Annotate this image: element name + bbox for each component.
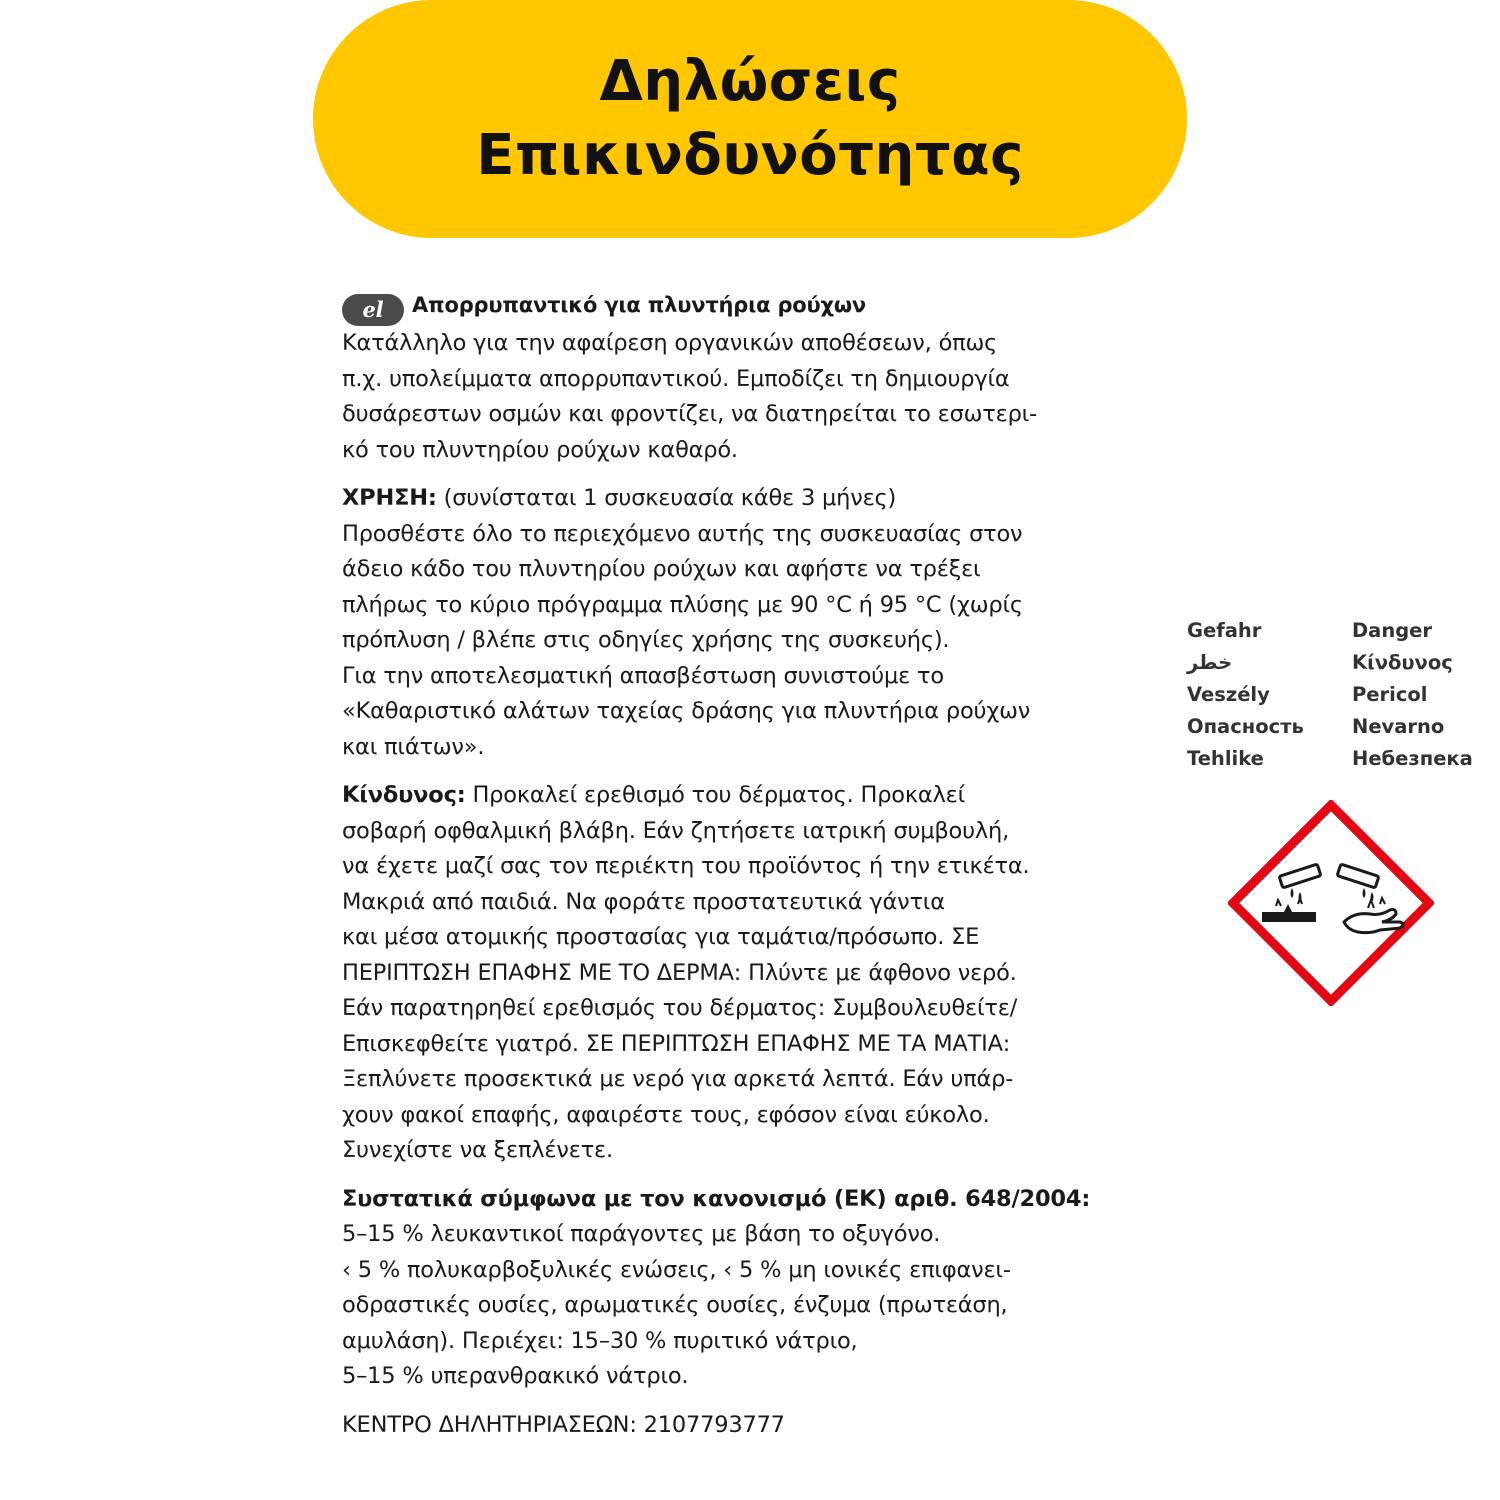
usage-first-line bbox=[342, 481, 1162, 517]
danger-first-line-text: Προκαλεί ερεθισμό του δέρματος. Προκαλεί bbox=[465, 782, 966, 808]
usage-line: Για την αποτελεσματική απασβέστωση συνιστούμε το bbox=[342, 662, 944, 689]
danger-line: να έχετε μαζί σας τον περιέκτη του προϊόντος ή την ετικέτα. bbox=[342, 853, 1030, 879]
danger-line: Ξεπλύνετε προσεκτικά με νερό για αρκετά λεπτά. Εάν υπάρ- bbox=[342, 1066, 1014, 1092]
ingredients-heading: Συστατικά σύμφωνα με τον κανονισμό (ΕΚ) αριθ. 648/2004: bbox=[342, 1185, 1091, 1212]
usage-line: πλήρως το κύριο πρόγραμμα πλύσης με 90 °C ή 95 °C (χωρίς bbox=[342, 591, 1023, 618]
usage-line: Προσθέστε όλο το περιεχόμενο αυτής της συσκευασίας στον bbox=[342, 520, 1023, 547]
ingredients-line: 5–15 % λευκαντικοί παράγοντες με βάση το οξυγόνο. bbox=[342, 1221, 941, 1247]
danger-line: Μακριά από παιδιά. Να φοράτε προστατευτικά γάντια bbox=[342, 888, 945, 915]
signal-word: Pericol bbox=[1352, 683, 1428, 706]
danger-line: σοβαρή οφθαλμική βλάβη. Εάν ζητήσετε ιατρική συμβουλή, bbox=[342, 817, 1010, 844]
signal-word: Tehlike bbox=[1187, 747, 1264, 770]
signal-word-translations bbox=[1187, 615, 1487, 775]
description-line: κό του πλυντηρίου ρούχων καθαρό. bbox=[342, 436, 738, 463]
language-badge: el bbox=[342, 294, 404, 326]
signal-word: Veszély bbox=[1187, 683, 1270, 706]
signal-word: Nevarno bbox=[1352, 715, 1445, 738]
usage-line: και πιάτων». bbox=[342, 733, 485, 760]
signal-word: Опасность bbox=[1187, 715, 1304, 738]
banner-title-line-2: Επικινδυνότητας bbox=[476, 123, 1024, 188]
danger-line: Επισκεφθείτε γιατρό. ΣΕ ΠΕΡΙΠΤΩΣΗ ΕΠΑΦΗΣ ΜΕ ΤΑ ΜΑΤΙΑ: bbox=[342, 1030, 1011, 1057]
usage-block bbox=[342, 481, 1162, 765]
usage-line: «Καθαριστικό αλάτων ταχείας δράσης για πλυντήρια ρούχων bbox=[342, 698, 1031, 724]
product-title-text: Απορρυπαντικό για πλυντήρια ρούχων bbox=[412, 293, 866, 317]
signal-word: Gefahr bbox=[1187, 619, 1262, 642]
signal-word: Небезпека bbox=[1352, 747, 1473, 770]
danger-line: Εάν παρατηρηθεί ερεθισμός του δέρματος: Συμβουλευθείτε/ bbox=[342, 995, 1018, 1021]
danger-block bbox=[342, 778, 1162, 1169]
signal-word: Danger bbox=[1352, 619, 1433, 642]
danger-line: Συνεχίστε να ξεπλένετε. bbox=[342, 1137, 613, 1163]
signal-word: Κίνδυνος bbox=[1352, 651, 1453, 674]
ingredients-line: ‹ 5 % πολυκαρβοξυλικές ενώσεις, ‹ 5 % μη ιονικές επιφανει- bbox=[342, 1256, 1011, 1283]
usage-line: άδειο κάδο του πλυντηρίου ρούχων και αφήστε να τρέξει bbox=[342, 556, 981, 582]
danger-line: ΠΕΡΙΠΤΩΣΗ ΕΠΑΦΗΣ ΜΕ ΤΟ ΔΕΡΜΑ: Πλύντε με άφθονο νερό. bbox=[342, 959, 1017, 986]
ingredients-line: οδραστικές ουσίες, αρωματικές ουσίες, ένζυμα (πρωτεάση, bbox=[342, 1292, 1008, 1318]
danger-heading: Κίνδυνος: bbox=[342, 782, 466, 808]
ingredients-line: 5–15 % υπερανθρακικό νάτριο. bbox=[342, 1363, 689, 1389]
description-line: π.χ. υπολείμματα απορρυπαντικού. Εμποδίζει τη δημιουργία bbox=[342, 365, 1010, 392]
product-description-block bbox=[342, 288, 1162, 468]
banner-title-line-1: Δηλώσεις bbox=[599, 49, 901, 114]
danger-line: χουν φακοί επαφής, αφαιρέστε τους, εφόσον είναι εύκολο. bbox=[342, 1101, 990, 1128]
poison-center-phone: ΚΕΝΤΡΟ ΔΗΛΗΤΗΡΙΑΣΕΩΝ: 2107793777 bbox=[342, 1411, 785, 1438]
poison-center-block bbox=[342, 1408, 1162, 1444]
usage-first-line-text: (συνίσταται 1 συσκευασία κάθε 3 μήνες) bbox=[436, 485, 897, 511]
ghs05-corrosion-icon bbox=[1228, 800, 1434, 1006]
signal-word: خطر bbox=[1187, 651, 1233, 674]
ingredients-block bbox=[342, 1182, 1162, 1395]
title-banner bbox=[313, 0, 1187, 238]
danger-first-line bbox=[342, 778, 1162, 814]
ingredients-line: αμυλάση). Περιέχει: 15–30 % πυριτικό νάτριο, bbox=[342, 1327, 858, 1354]
danger-line: και μέσα ατομικής προστασίας για ταμάτια/πρόσωπο. ΣΕ bbox=[342, 924, 980, 950]
product-label-text bbox=[342, 288, 1162, 1456]
usage-heading: ΧΡΗΣΗ: bbox=[342, 485, 437, 511]
description-line: Κατάλληλο για την αφαίρεση οργανικών αποθέσεων, όπως bbox=[342, 330, 998, 356]
product-title bbox=[342, 288, 1162, 326]
usage-line: πρόπλυση / βλέπε στις οδηγίες χρήσης της συσκευής). bbox=[342, 627, 950, 653]
description-line: δυσάρεστων οσμών και φροντίζει, να διατηρείται το εσωτερι- bbox=[342, 401, 1038, 427]
